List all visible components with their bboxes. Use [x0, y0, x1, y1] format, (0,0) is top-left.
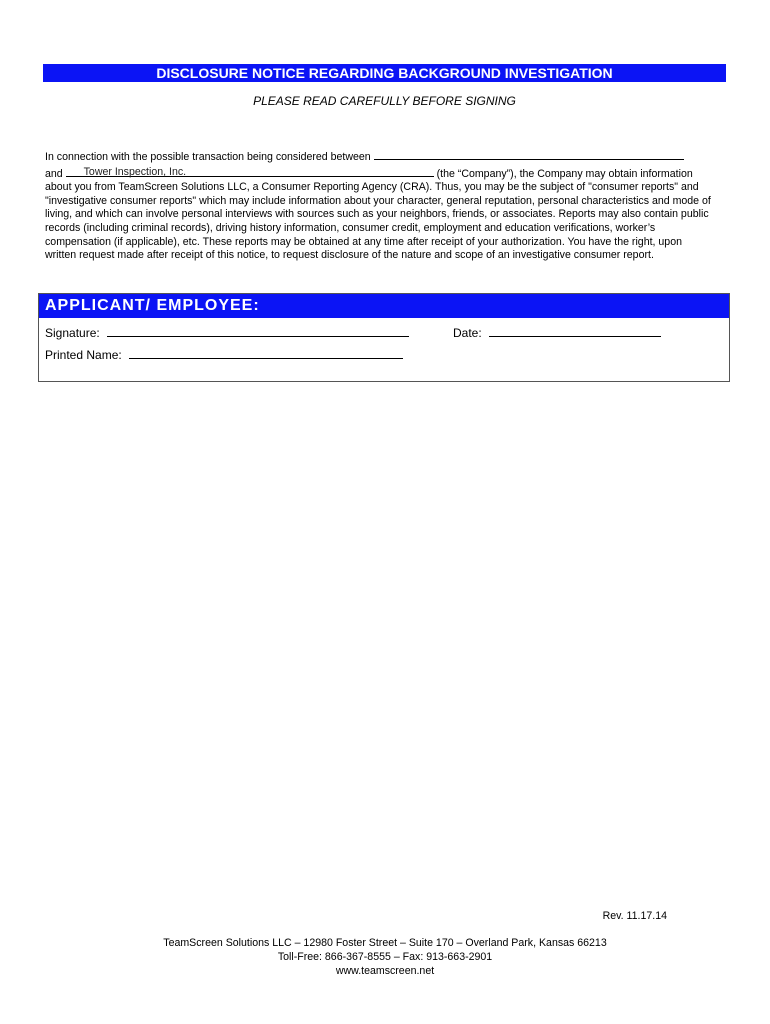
paragraph-line-1 [45, 148, 715, 165]
date-label: Date: [453, 326, 482, 340]
footer-phones: Toll-Free: 866-367-8555 – Fax: 913-663-2901 [277, 951, 493, 963]
date-field[interactable] [489, 324, 661, 337]
printed-name-label: Printed Name: [45, 348, 122, 362]
paragraph-line-2 [45, 165, 715, 182]
line2-suffix: (the “Company”), the Company may obtain information [436, 167, 693, 180]
document-title: DISCLOSURE NOTICE REGARDING BACKGROUND INVESTIGATION [43, 64, 726, 82]
signature-row [45, 324, 409, 340]
company-fill-value: Tower Inspection, Inc. [83, 165, 187, 178]
footer-address: TeamScreen Solutions LLC – 12980 Foster Street – Suite 170 – Overland Park, Kansas 66213 [163, 937, 607, 949]
applicant-section [38, 293, 730, 382]
paragraph-rest: about you from TeamScreen Solutions LLC, a Consumer Reporting Agency (CRA). Thus, you may be the subject of "consumer reports" and "investigative consumer reports" which may include information about your character, general reputation, personal characteristics and mode of living, and which can involve personal interviews with sources such as your neighbors, friends, or associates. Reports may also contain public records (including criminal records), driving history information, consumer credit, employment and education verifications, worker’s compensation (if applicable), etc. These reports may be obtained at any time after receipt of your authorization. You have the right, upon written request made after receipt of this notice, to request disclosure of the nature and scope of an investigative consumer report. [45, 181, 711, 262]
printed-name-field[interactable] [129, 346, 403, 359]
printed-name-row [45, 346, 403, 362]
document-subtitle: PLEASE READ CAREFULLY BEFORE SIGNING [253, 94, 516, 108]
party-fill-blank[interactable] [374, 148, 684, 160]
footer [0, 936, 770, 978]
date-row [453, 324, 661, 340]
footer-website[interactable]: www.teamscreen.net [335, 965, 435, 977]
signature-label: Signature: [45, 326, 100, 340]
signature-field[interactable] [107, 324, 409, 337]
company-fill-field[interactable] [66, 165, 434, 177]
disclosure-paragraph [45, 148, 715, 263]
revision-label: Rev. 11.17.14 [602, 910, 667, 922]
line1-prefix: In connection with the possible transaction being considered between [45, 151, 371, 163]
applicant-header: APPLICANT/ EMPLOYEE: [39, 294, 729, 318]
line2-prefix: and [45, 167, 63, 180]
